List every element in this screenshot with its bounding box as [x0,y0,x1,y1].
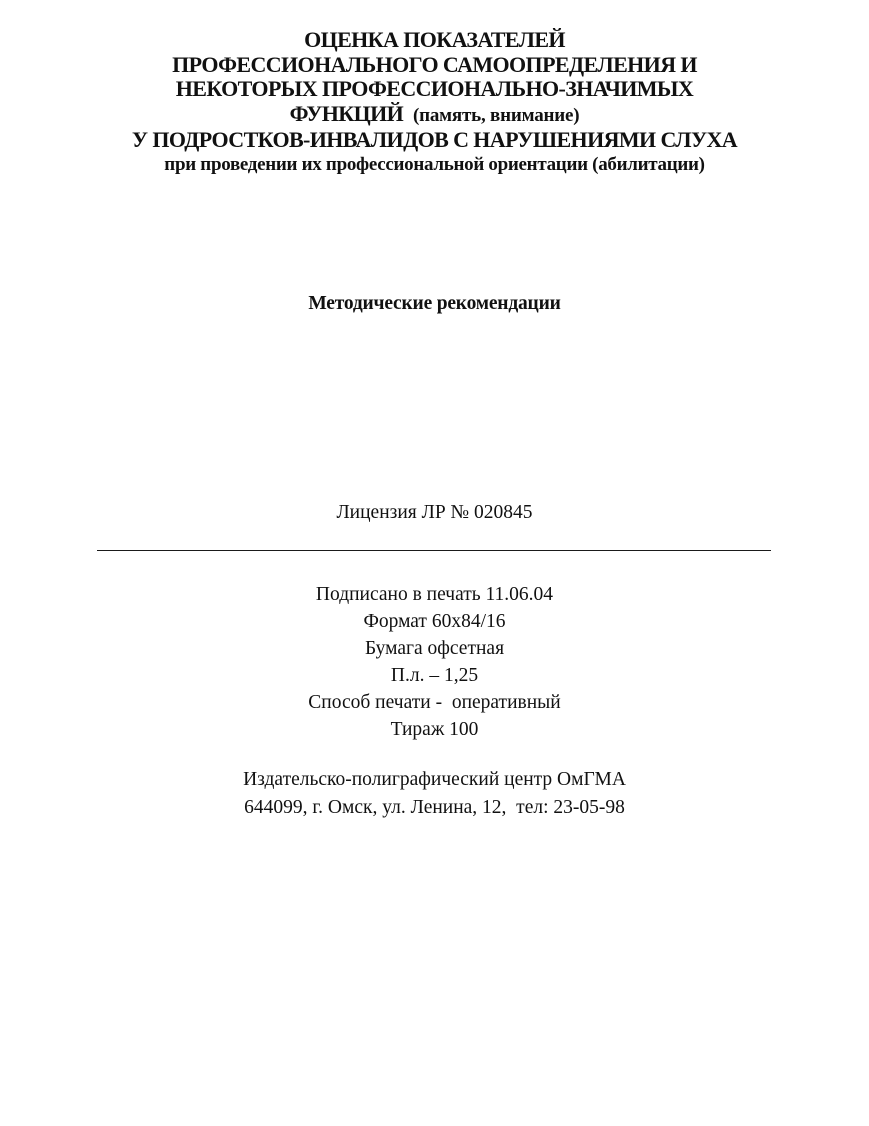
document-genre: Методические рекомендации [308,293,561,314]
title-line-3: НЕКОТОРЫХ ПРОФЕССИОНАЛЬНО-ЗНАЧИМЫХ [175,76,694,101]
license-number: Лицензия ЛР № 020845 [336,502,533,523]
publisher-address: 644099, г. Омск, ул. Ленина, 12, тел: 23-05-98 [244,797,625,818]
document-title [0,28,869,177]
title-line-5: У ПОДРОСТКОВ-ИНВАЛИДОВ С НАРУШЕНИЯМИ СЛУХА [131,127,738,152]
imprint-print-method: Способ печати - оперативный [308,692,561,713]
horizontal-divider [97,550,771,551]
publisher-block [0,766,869,822]
title-line-2: ПРОФЕССИОНАЛЬНОГО САМООПРЕДЕЛЕНИЯ И [172,51,697,77]
title-line-4 [0,102,869,129]
imprint-sheets: П.л. – 1,25 [390,665,479,686]
title-line-4-main: ФУНКЦИЙ [289,100,404,126]
title-line-6: при проведении их профессиональной ориентации (абилитации) [164,153,705,175]
imprint-block [0,581,869,743]
title-line-1: ОЦЕНКА ПОКАЗАТЕЛЕЙ [304,27,565,52]
title-line-4-paren: (память, внимание) [412,104,580,126]
imprint-run: Тираж 100 [390,719,479,740]
publisher-name: Издательско-полиграфический центр ОмГМА [243,769,626,790]
imprint-format: Формат 60x84/16 [363,611,506,632]
imprint-paper: Бумага офсетная [364,638,505,659]
imprint-signed: Подписано в печать 11.06.04 [315,584,554,605]
